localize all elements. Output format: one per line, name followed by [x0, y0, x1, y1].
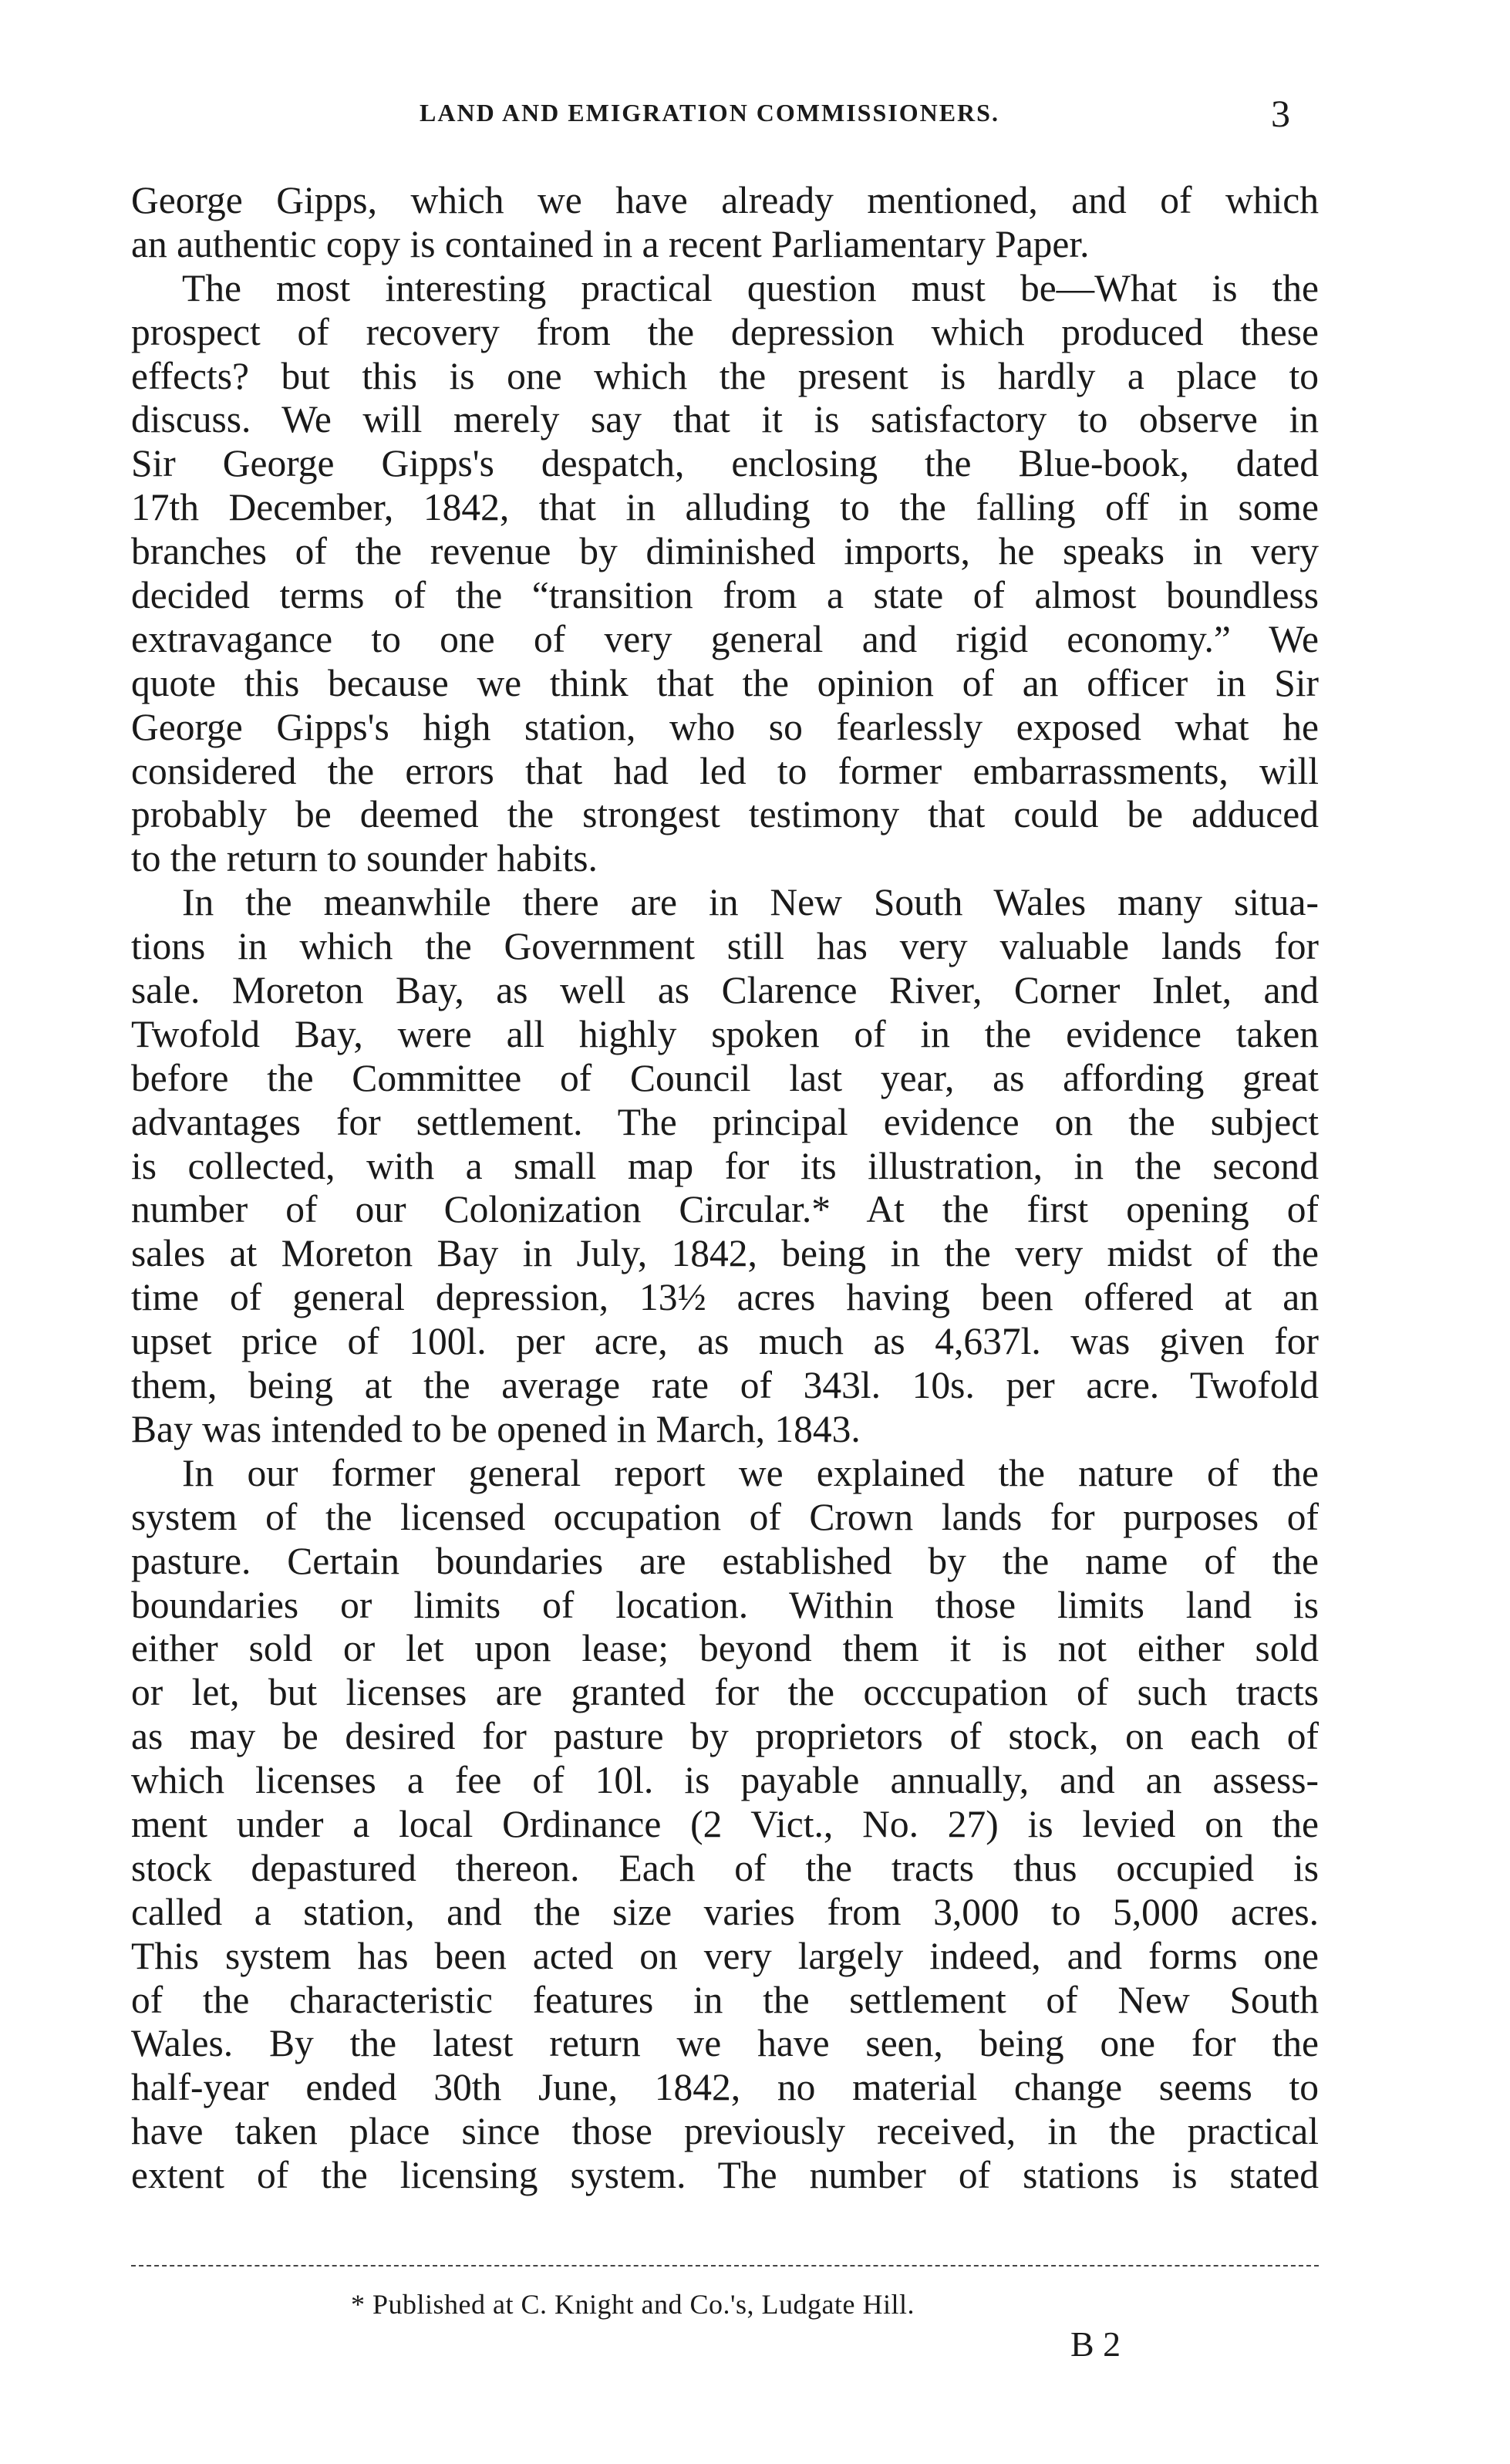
text-line: quote this because we think that the opinion of an officer in Sir [131, 661, 1319, 704]
text-line: probably be deemed the strongest testimony that could be adduced [131, 793, 1319, 836]
body-text [131, 179, 1319, 2198]
text-line: of the characteristic features in the settlement of New South [131, 1978, 1319, 2021]
signature-mark: B 2 [1070, 2324, 1121, 2364]
text-line: Twofold Bay, were all highly spoken of in the evidence taken [131, 1012, 1319, 1055]
text-line: upset price of 100l. per acre, as much as 4,637l. was given for [131, 1320, 1319, 1363]
text-line: system of the licensed occupation of Crown lands for purposes of [131, 1495, 1319, 1538]
text-line: In the meanwhile there are in New South Wales many situa- [182, 881, 1319, 924]
text-line: to the return to sounder habits. [131, 837, 598, 880]
text-line: tions in which the Government still has very valuable lands for [131, 925, 1319, 968]
text-line: which licenses a fee of 10l. is payable annually, and an assess- [131, 1759, 1319, 1802]
text-line: extent of the licensing system. The number of stations is stated [131, 2154, 1319, 2197]
text-line: sale. Moreton Bay, as well as Clarence River, Corner Inlet, and [131, 969, 1319, 1012]
text-line: extravagance to one of very general and rigid economy.” We [131, 617, 1319, 660]
text-line: 17th December, 1842, that in alluding to the falling off in some [131, 486, 1319, 529]
text-line: In our former general report we explained the nature of the [182, 1451, 1319, 1494]
text-line: half-year ended 30th June, 1842, no material change seems to [131, 2066, 1319, 2109]
text-line: before the Committee of Council last year, as affording great [131, 1056, 1319, 1099]
text-line: is collected, with a small map for its illustration, in the second [131, 1144, 1319, 1187]
text-line: have taken place since those previously received, in the practical [131, 2110, 1319, 2153]
text-line: decided terms of the “transition from a state of almost boundless [131, 574, 1319, 617]
text-line: Bay was intended to be opened in March, 1843. [131, 1407, 861, 1450]
text-line: effects? but this is one which the present is hardly a place to [131, 354, 1319, 397]
text-line: boundaries or limits of location. Within those limits land is [131, 1583, 1319, 1626]
page-number: 3 [1271, 92, 1290, 135]
text-line: George Gipps's high station, who so fearlessly exposed what he [131, 705, 1319, 748]
text-line: considered the errors that had led to former embarrassments, will [131, 749, 1319, 792]
footnote-rule [131, 2265, 1319, 2267]
text-line: stock depastured thereon. Each of the tracts thus occupied is [131, 1846, 1319, 1889]
text-line: pasture. Certain boundaries are established by the name of the [131, 1539, 1319, 1582]
text-line: discuss. We will merely say that it is satisfactory to observe in [131, 398, 1319, 441]
footnote: * Published at C. Knight and Co.'s, Ludgate Hill. [351, 2289, 915, 2320]
text-line: This system has been acted on very largely indeed, and forms one [131, 1934, 1319, 1977]
text-line: George Gipps, which we have already mentioned, and of which [131, 179, 1319, 221]
running-head: LAND AND EMIGRATION COMMISSIONERS. [420, 99, 999, 127]
text-line: time of general depression, 13½ acres having been offered at an [131, 1276, 1319, 1319]
text-line: an authentic copy is contained in a recent Parliamentary Paper. [131, 222, 1090, 265]
text-line: The most interesting practical question must be—What is the [182, 266, 1319, 309]
text-line: called a station, and the size varies from 3,000 to 5,000 acres. [131, 1890, 1319, 1933]
text-line: them, being at the average rate of 343l. 10s. per acre. Twofold [131, 1364, 1319, 1407]
text-line: ment under a local Ordinance (2 Vict., No. 27) is levied on the [131, 1802, 1319, 1845]
text-line: either sold or let upon lease; beyond them it is not either sold [131, 1627, 1319, 1670]
text-line: prospect of recovery from the depression which produced these [131, 310, 1319, 353]
text-line: number of our Colonization Circular.* At the first opening of [131, 1188, 1319, 1231]
text-line: branches of the revenue by diminished imports, he speaks in very [131, 530, 1319, 573]
text-line: Wales. By the latest return we have seen, being one for the [131, 2022, 1319, 2065]
text-line: or let, but licenses are granted for the occcupation of such tracts [131, 1671, 1319, 1714]
text-line: as may be desired for pasture by proprietors of stock, on each of [131, 1715, 1319, 1758]
text-line: advantages for settlement. The principal evidence on the subject [131, 1100, 1319, 1143]
text-line: sales at Moreton Bay in July, 1842, being in the very midst of the [131, 1232, 1319, 1275]
text-line: Sir George Gipps's despatch, enclosing the Blue-book, dated [131, 442, 1319, 485]
